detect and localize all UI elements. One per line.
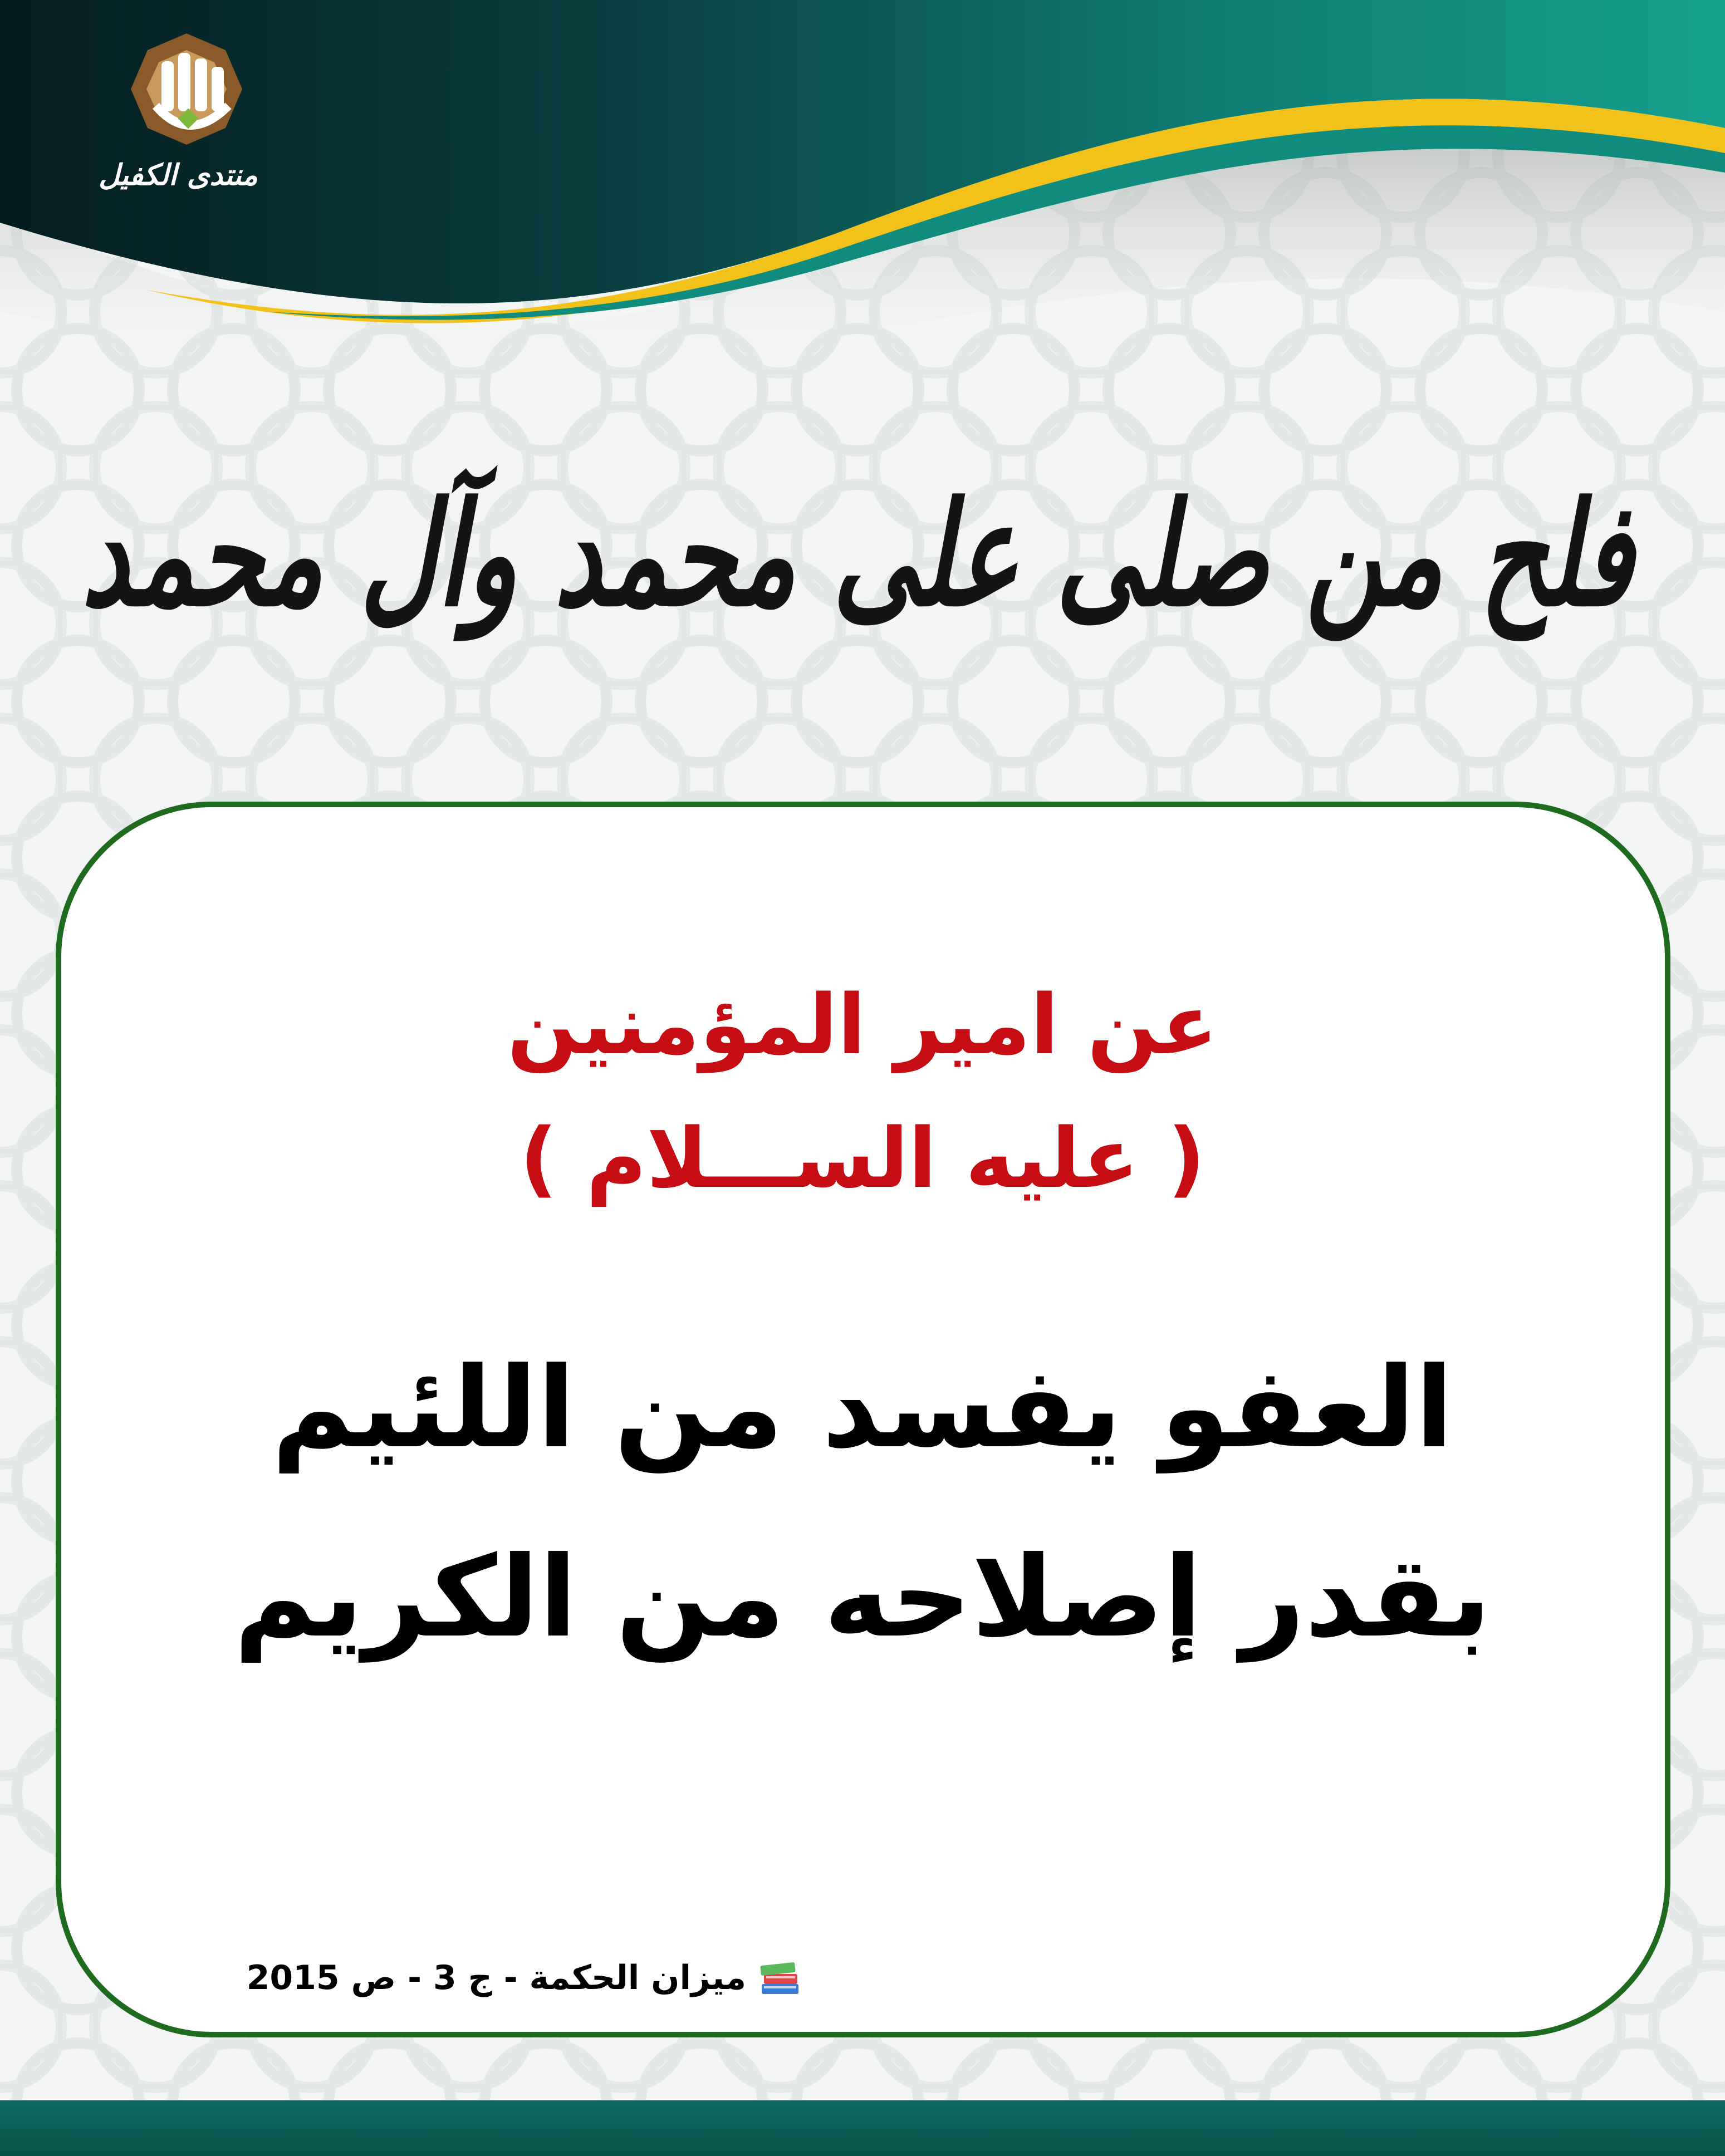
footer-bar xyxy=(0,2100,1725,2156)
saying-line-1: العفو يفسد من اللئيم xyxy=(271,1343,1454,1473)
source-citation xyxy=(212,1958,802,1997)
calligraphy-salawat xyxy=(81,423,1634,685)
logo-emblem xyxy=(95,28,278,239)
narrator-honorific: ( عليه الســـلام ) xyxy=(520,1111,1205,1206)
books-icon xyxy=(758,1958,802,1997)
saying-line-2: بقدر إصلاحه من الكريم xyxy=(234,1533,1491,1662)
narrator-title: عن امير المؤمنين xyxy=(507,977,1218,1073)
calligraphy-text: فلح من صلى على محمد وآل محمد xyxy=(81,470,1634,638)
source-text: ميزان الحكمة - ج 3 - ص 2015 xyxy=(246,1958,746,1997)
logo-text: منتدى الكفيل xyxy=(99,159,258,192)
